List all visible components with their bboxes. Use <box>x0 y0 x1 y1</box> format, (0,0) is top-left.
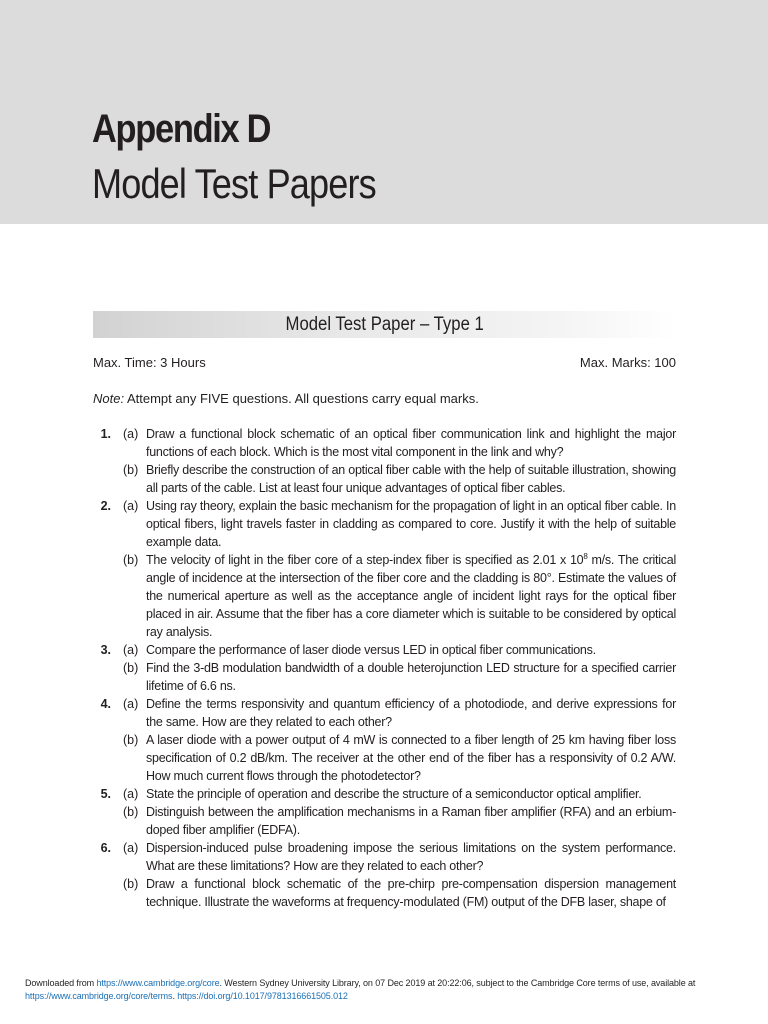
footer-link-doi[interactable]: https://doi.org/10.1017/9781316661505.012 <box>177 991 348 1001</box>
question-part <box>93 803 676 839</box>
part-text: Define the terms responsivity and quantum efficiency of a photodiode, and derive expressions for the same. How are they related to each other? <box>146 697 676 729</box>
part-label: (a) <box>123 697 139 711</box>
header-band <box>0 0 768 224</box>
part-text <box>146 551 676 641</box>
appendix-label: Appendix D <box>92 107 271 151</box>
max-time: Max. Time: 3 Hours <box>93 355 206 370</box>
question-list <box>93 425 676 911</box>
note-label: Note: <box>93 391 125 406</box>
question-4 <box>93 695 676 785</box>
part-label: (b) <box>123 553 139 567</box>
part-label: (a) <box>123 499 139 513</box>
question-5 <box>93 785 676 839</box>
paper-heading <box>93 311 676 338</box>
part-label: (a) <box>123 643 139 657</box>
part-label: (b) <box>123 877 139 891</box>
footer-link-core[interactable]: https://www.cambridge.org/core <box>96 978 220 988</box>
question-number: 1. <box>100 427 111 441</box>
footer-separator: . <box>172 991 178 1001</box>
question-part <box>93 659 676 695</box>
part-text: Dispersion-induced pulse broadening impose the serious limitations on the system performance. What are these limitations? How are they related to each other? <box>146 841 676 873</box>
question-6 <box>93 839 676 911</box>
note-text: Attempt any FIVE questions. All questions carry equal marks. <box>124 391 479 406</box>
part-text: State the principle of operation and describe the structure of a semiconductor optical amplifier. <box>146 787 642 801</box>
download-footer <box>25 977 755 1003</box>
part-label: (a) <box>123 841 139 855</box>
part-label: (b) <box>123 805 139 819</box>
exponent: 8 <box>583 552 588 561</box>
part-text-after: m/s. The critical angle of incidence at the intersection of the fiber core and the cladding is 80°. Estimate the values of the numerical aperture as well as the acceptance angle of incident light rays for the optical fiber placed in air. Assume that the fiber has a core diameter which is suitable to be considered by optical ray analysis. <box>146 553 676 639</box>
part-label: (a) <box>123 787 139 801</box>
part-label: (b) <box>123 463 139 477</box>
question-part <box>93 497 676 551</box>
part-text-before: The velocity of light in the fiber core of a step-index fiber is specified as 2.01 x 10 <box>146 553 584 567</box>
question-part <box>93 641 676 659</box>
question-1 <box>93 425 676 497</box>
appendix-title: Model Test Papers <box>92 160 376 207</box>
part-text: A laser diode with a power output of 4 mW is connected to a fiber length of 25 km having fiber loss specification of 0.2 dB/km. The receiver at the other end of the fiber has a responsivity of 0.2 A/W. How much current flows through the photodetector? <box>146 733 676 783</box>
part-text: Find the 3-dB modulation bandwidth of a double heterojunction LED structure for a specified carrier lifetime of 6.6 ns. <box>146 661 676 693</box>
part-text: Briefly describe the construction of an optical fiber cable with the help of suitable illustration, showing all parts of the cable. List at least four unique advantages of optical fiber cables. <box>146 463 676 495</box>
part-label: (b) <box>123 661 139 675</box>
footer-prefix: Downloaded from <box>25 978 97 988</box>
question-3 <box>93 641 676 695</box>
question-number: 4. <box>100 697 111 711</box>
question-number: 5. <box>100 787 111 801</box>
question-number: 2. <box>100 499 111 513</box>
question-part <box>93 785 676 803</box>
question-part <box>93 695 676 731</box>
question-part <box>93 461 676 497</box>
part-text: Compare the performance of laser diode versus LED in optical fiber communications. <box>146 643 596 657</box>
question-number: 6. <box>100 841 111 855</box>
part-text: Draw a functional block schematic of the pre-chirp pre-compensation dispersion management technique. Illustrate the waveforms at frequency-modulated (FM) output of the DFB laser, shape of <box>146 877 676 909</box>
part-label: (b) <box>123 733 139 747</box>
part-label: (a) <box>123 427 139 441</box>
question-part <box>93 551 676 641</box>
max-marks: Max. Marks: 100 <box>579 355 676 370</box>
question-2 <box>93 497 676 641</box>
question-part <box>93 875 676 911</box>
footer-middle: . Western Sydney University Library, on 07 Dec 2019 at 20:22:06, subject to the Cambridge Core terms of use, available at <box>219 978 696 988</box>
question-part <box>93 731 676 785</box>
exam-meta-row <box>93 353 676 373</box>
paper-heading-bar <box>93 311 676 338</box>
paper-heading-text: Model Test Paper – Type 1 <box>285 314 484 335</box>
part-text: Draw a functional block schematic of an optical fiber communication link and highlight the major functions of each block. Which is the most vital component in the link and why? <box>146 427 676 459</box>
footer-link-terms[interactable]: https://www.cambridge.org/core/terms <box>25 991 173 1001</box>
question-number: 3. <box>100 643 111 657</box>
question-part <box>93 425 676 461</box>
part-text: Distinguish between the amplification mechanisms in a Raman fiber amplifier (RFA) and an erbium-doped fiber amplifier (EDFA). <box>146 805 676 837</box>
instructions-note <box>93 389 676 409</box>
question-part <box>93 839 676 875</box>
part-text: Using ray theory, explain the basic mechanism for the propagation of light in an optical fiber cable. In optical fibers, light travels faster in cladding as compared to core. Justify it with the help of suitable example data. <box>146 499 676 549</box>
